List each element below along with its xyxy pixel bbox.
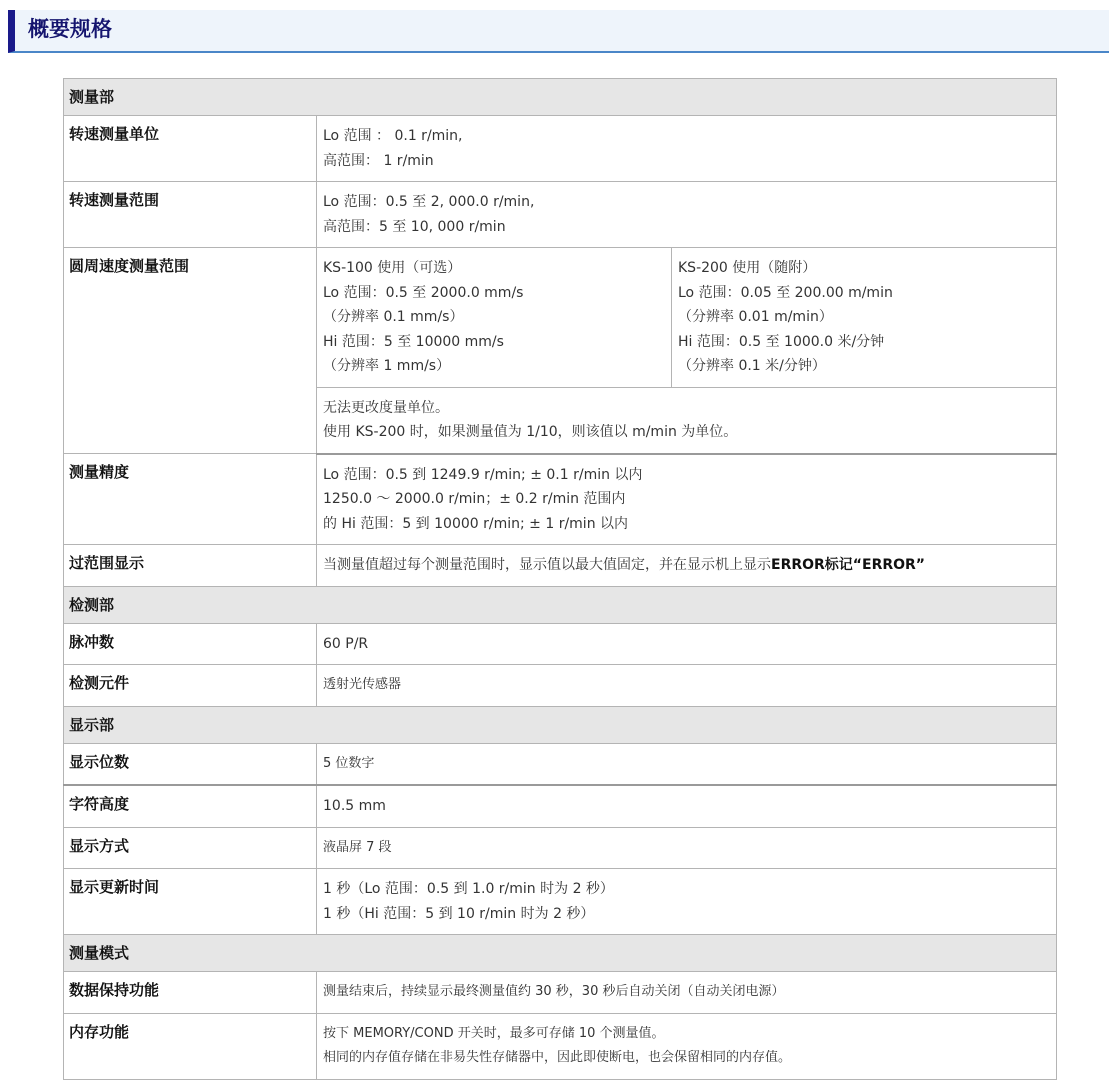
- value-line: Lo 范围：0.5 到 1249.9 r/min; ± 0.1 r/min 以内: [323, 466, 643, 483]
- row-label-overrange: 过范围显示: [64, 545, 317, 587]
- row-value-pulses: 60 P/R: [317, 623, 1057, 665]
- row-label-pulses: 脉冲数: [64, 623, 317, 665]
- page-heading: [8, 10, 1109, 53]
- value-line: 1250.0 ～ 2000.0 r/min；± 0.2 r/min 范围内: [323, 491, 626, 507]
- row-label-memory: 内存功能: [64, 1013, 317, 1079]
- row-value-peripheral-note: [317, 387, 1057, 454]
- row-value-unit: [317, 116, 1057, 182]
- row-label-peripheral: 圆周速度测量范围: [64, 248, 317, 454]
- value-line: 高范围：5 至 10, 000 r/min: [323, 218, 506, 235]
- value-line: Hi 范围：0.5 至 1000.0 米/分钟: [678, 333, 885, 350]
- value-line: 1 秒（Lo 范围：0.5 到 1.0 r/min 时为 2 秒）: [323, 881, 614, 897]
- row-value-height: 10.5 mm: [317, 785, 1057, 827]
- row-label-update: 显示更新时间: [64, 869, 317, 935]
- row-value-range: [317, 182, 1057, 248]
- value-line: KS-100 使用（可选）: [323, 260, 462, 276]
- row-value-element: 透射光传感器: [317, 665, 1057, 707]
- row-value-overrange: [317, 545, 1057, 587]
- overrange-text: 当测量值超过每个测量范围时，显示值以最大值固定，并在显示机上显示: [323, 557, 771, 573]
- row-label-unit: 转速测量单位: [64, 116, 317, 182]
- section-display: 显示部: [64, 706, 1057, 743]
- value-line: Lo 范围：0.5 至 2, 000.0 r/min,: [323, 194, 535, 210]
- section-measure: 测量部: [64, 79, 1057, 116]
- value-line: （分辨率 0.1 mm/s）: [323, 309, 464, 325]
- row-value-ks200: [672, 248, 1057, 388]
- row-value-update: [317, 869, 1057, 935]
- section-mode: 测量模式: [64, 935, 1057, 972]
- row-label-method: 显示方式: [64, 827, 317, 869]
- value-line: 的 Hi 范围：5 到 10000 r/min; ± 1 r/min 以内: [323, 515, 629, 532]
- row-value-hold: 测量结束后，持续显示最终测量值约 30 秒，30 秒后自动关闭（自动关闭电源）: [317, 972, 1057, 1014]
- row-value-accuracy: [317, 454, 1057, 545]
- value-line: Lo 范围 ： 0.1 r/min,: [323, 128, 463, 144]
- row-label-accuracy: 测量精度: [64, 454, 317, 545]
- value-line: （分辨率 0.01 m/min）: [678, 309, 833, 325]
- value-line: 高范围： 1 r/min: [323, 152, 434, 169]
- row-label-range: 转速测量范围: [64, 182, 317, 248]
- value-line: 使用 KS-200 时，如果测量值为 1/10，则该值以 m/min 为单位。: [323, 424, 738, 440]
- row-value-method: 液晶屏 7 段: [317, 827, 1057, 869]
- page-title: 概要规格: [28, 17, 112, 41]
- value-line: KS-200 使用（随附）: [678, 260, 817, 276]
- row-value-memory: [317, 1013, 1057, 1079]
- value-line: Lo 范围：0.5 至 2000.0 mm/s: [323, 284, 524, 301]
- spec-table: [63, 78, 1057, 1080]
- value-line: （分辨率 1 mm/s）: [323, 358, 451, 374]
- value-line: 无法更改度量单位。: [323, 399, 449, 416]
- row-value-digits: 5 位数字: [317, 743, 1057, 785]
- value-line: 1 秒（Hi 范围：5 到 10 r/min 时为 2 秒）: [323, 905, 595, 922]
- value-line: Hi 范围：5 至 10000 mm/s: [323, 333, 504, 350]
- row-label-height: 字符高度: [64, 785, 317, 827]
- value-line: Lo 范围：0.05 至 200.00 m/min: [678, 284, 893, 301]
- value-line: 相同的内存值存储在非易失性存储器中，因此即使断电，也会保留相同的内存值。: [323, 1050, 792, 1065]
- value-line: 按下 MEMORY/COND 开关时，最多可存储 10 个测量值。: [323, 1025, 665, 1041]
- overrange-error-mark: ERROR标记“ERROR”: [771, 557, 926, 573]
- row-label-element: 检测元件: [64, 665, 317, 707]
- row-value-ks100: [317, 248, 672, 388]
- row-label-hold: 数据保持功能: [64, 972, 317, 1014]
- section-detect: 检测部: [64, 586, 1057, 623]
- value-line: （分辨率 0.1 米/分钟）: [678, 358, 826, 374]
- row-label-digits: 显示位数: [64, 743, 317, 785]
